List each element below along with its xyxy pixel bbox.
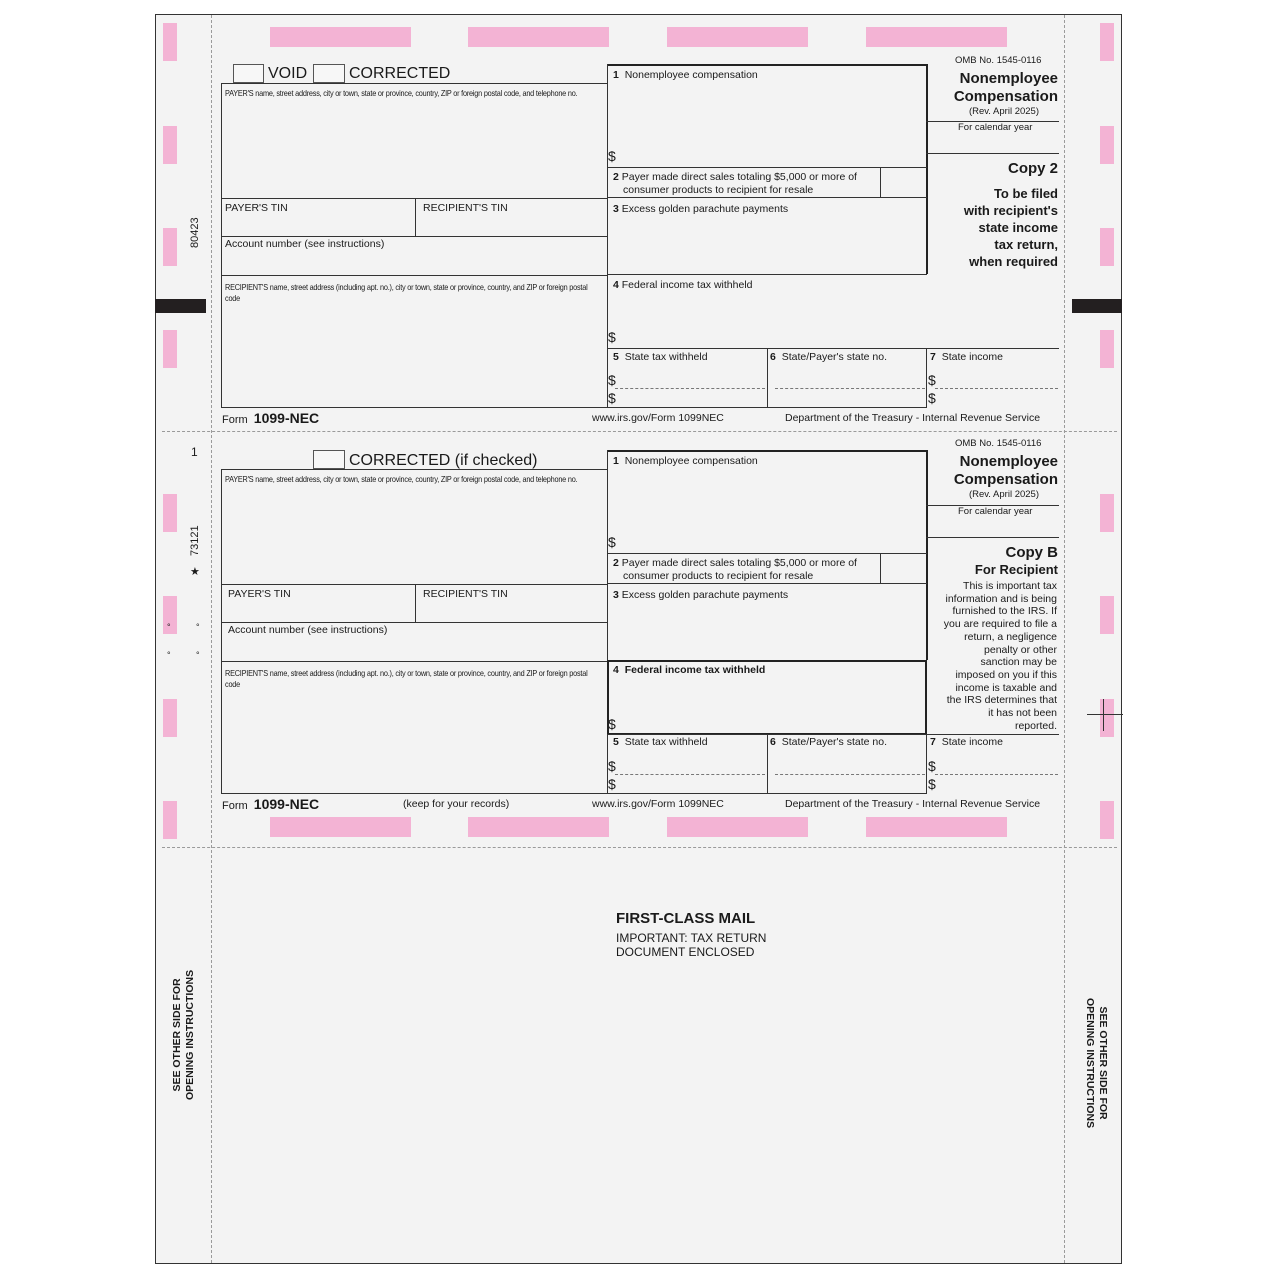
copy-description-line: return, a negligence (964, 630, 1057, 643)
pink-strip (866, 27, 1007, 47)
copy-description-line: the IRS determines that (946, 694, 1057, 707)
box5-dollar: $ (608, 758, 616, 774)
hole-mark: ° (167, 650, 171, 660)
box1-dollar: $ (608, 148, 616, 164)
copy-title: Copy B (1005, 544, 1058, 561)
left-margin-mark (163, 330, 177, 368)
pink-strip (468, 27, 609, 47)
copy-title: Copy 2 (1007, 160, 1058, 177)
copy-description-line: This is important tax (963, 580, 1057, 592)
box7-label: 7 State income (930, 351, 1003, 363)
star-icon: ★ (190, 566, 200, 578)
left-margin-mark (163, 23, 177, 61)
copy-subtitle: For Recipient (974, 562, 1058, 577)
left-perforation (211, 15, 212, 1263)
box4-label: 4 Federal income tax withheld (613, 664, 766, 676)
left-margin-mark (163, 801, 177, 839)
payer-name-field[interactable] (222, 100, 606, 196)
copy-description-line: you are required to file a (943, 618, 1057, 631)
form-footer-label: Form 1099-NEC (222, 410, 320, 426)
form-code-bottom: 73121 (189, 525, 201, 556)
box2-label: 2 Payer made direct sales totaling $5,000 or more of (613, 171, 857, 183)
copy-description-line: sanction may be (980, 656, 1057, 669)
revision-date: (Rev. April 2025) (968, 106, 1039, 117)
right-margin-mark (1100, 126, 1114, 164)
opening-instructions-left: SEE OTHER SIDE FOR OPENING INSTRUCTIONS (171, 969, 196, 1100)
pink-strip (270, 817, 411, 837)
bottom-perforation (162, 847, 1117, 848)
first-class-mail-title: FIRST-CLASS MAIL (616, 910, 756, 927)
box7-dollar: $ (928, 372, 936, 388)
hole-mark: ° (167, 622, 171, 632)
left-margin-mark (163, 126, 177, 164)
box1-label: 1 Nonemployee compensation (613, 455, 758, 467)
copy-description-line: penalty or other (984, 643, 1057, 656)
mailer-notice-line2: DOCUMENT ENCLOSED (616, 945, 755, 959)
account-number-label: Account number (see instructions) (228, 624, 388, 636)
revision-date: (Rev. April 2025) (968, 489, 1039, 500)
pink-strip (468, 817, 609, 837)
copy-description (930, 580, 1057, 732)
right-alignment-mark (1072, 299, 1122, 313)
recipient-tin-label: RECIPIENT'S TIN (423, 202, 508, 214)
copy-description-line: income is taxable and (955, 681, 1057, 694)
copy-description-line: state income (978, 220, 1058, 235)
pink-strip (667, 27, 808, 47)
hole-mark: ° (196, 650, 200, 660)
box4-amount-field[interactable] (620, 294, 920, 344)
box5-dollar: $ (608, 776, 616, 792)
mailer-notice-line1: IMPORTANT: TAX RETURN (616, 931, 767, 945)
right-margin-mark (1100, 494, 1114, 532)
crosshair-mark (1087, 714, 1123, 715)
box7-label: 7 State income (930, 736, 1003, 748)
copy-description-line: with recipient's (963, 203, 1058, 218)
box1-amount-field[interactable] (620, 471, 920, 549)
box2-checkbox[interactable] (882, 555, 925, 582)
box1-amount-field[interactable] (620, 85, 920, 163)
recipient-name-label: RECIPIENT'S name, street address (including apt. no.), city or town, state or province, country, and ZIP or foreign postal code (225, 668, 588, 689)
payer-name-label: PAYER'S name, street address, city or town, state or province, country, ZIP or foreign postal code, and telephone no. (225, 88, 578, 98)
box7-dollar: $ (928, 758, 936, 774)
corrected-label: CORRECTED (if checked) (349, 452, 538, 469)
recipient-name-field[interactable] (222, 696, 606, 791)
account-number-label: Account number (see instructions) (225, 238, 385, 250)
copy-description-line: imposed on you if this (955, 668, 1057, 681)
box1-label: 1 Nonemployee compensation (613, 69, 758, 81)
void-checkbox[interactable] (233, 64, 264, 83)
corrected-checkbox[interactable] (313, 450, 345, 469)
hole-mark: ° (196, 622, 200, 632)
recipient-name-label: RECIPIENT'S name, street address (including apt. no.), city or town, state or province, country, and ZIP or foreign postal code (225, 282, 588, 303)
form-title: Nonemployee Compensation (953, 70, 1058, 105)
corrected-checkbox[interactable] (313, 64, 345, 83)
box6-label: 6 State/Payer's state no. (770, 736, 888, 748)
box4-dollar: $ (608, 716, 616, 732)
void-label: VOID (268, 65, 308, 82)
department-label: Department of the Treasury - Internal Revenue Service (785, 412, 1041, 424)
left-margin-mark (163, 494, 177, 532)
box5-label: 5 State tax withheld (613, 736, 708, 748)
copy-description-line: it has not been (988, 707, 1057, 720)
form-title: Nonemployee Compensation (953, 453, 1058, 488)
keep-records-note: (keep for your records) (403, 798, 510, 810)
box4-dollar: $ (608, 329, 616, 345)
crosshair-mark (1103, 699, 1104, 731)
irs-url: www.irs.gov/Form 1099NEC (592, 798, 724, 810)
copy-description-line: furnished to the IRS. If (952, 605, 1057, 618)
box7-dollar: $ (928, 390, 936, 406)
copy-description (930, 185, 1058, 270)
corrected-label: CORRECTED (349, 65, 451, 82)
calendar-year-label: For calendar year (958, 506, 1033, 517)
right-perforation (1064, 15, 1065, 1263)
pink-strip (667, 817, 808, 837)
box5-dollar: $ (608, 372, 616, 388)
right-margin-mark (1100, 596, 1114, 634)
box7-dollar: $ (928, 776, 936, 792)
copy-description-line: when required (969, 254, 1058, 269)
page-number: 1 (191, 445, 198, 459)
left-margin-mark (163, 228, 177, 266)
copy-description-line: tax return, (994, 237, 1058, 252)
form-footer-label: Form 1099-NEC (222, 796, 320, 812)
right-margin-mark (1100, 228, 1114, 266)
box2-label-line2: consumer products to recipient for resale (623, 184, 814, 196)
left-margin-mark (163, 699, 177, 737)
box3-amount-field[interactable] (620, 218, 920, 270)
pink-strip (270, 27, 411, 47)
copy-description-line: To be filed (993, 186, 1058, 201)
right-margin-mark (1100, 330, 1114, 368)
copy-description-line: information and is being (945, 592, 1057, 605)
copy-description-line: reported. (1014, 719, 1057, 732)
right-margin-mark (1100, 23, 1114, 61)
box1-dollar: $ (608, 534, 616, 550)
calendar-year-label: For calendar year (958, 122, 1033, 133)
box5-dollar: $ (608, 390, 616, 406)
payer-tin-label: PAYER'S TIN (228, 588, 291, 600)
box2-label: 2 Payer made direct sales totaling $5,000 or more of (613, 557, 857, 569)
middle-perforation (162, 431, 1117, 432)
box5-label: 5 State tax withheld (613, 351, 708, 363)
box2-checkbox[interactable] (882, 169, 925, 196)
box6-label: 6 State/Payer's state no. (770, 351, 888, 363)
omb-number: OMB No. 1545-0116 (955, 438, 1042, 449)
recipient-tin-label: RECIPIENT'S TIN (423, 588, 508, 600)
box3-label: 3 Excess golden parachute payments (613, 203, 789, 215)
irs-url: www.irs.gov/Form 1099NEC (592, 412, 724, 424)
recipient-name-field[interactable] (222, 310, 606, 405)
box2-label-line2: consumer products to recipient for resale (623, 570, 814, 582)
department-label: Department of the Treasury - Internal Revenue Service (785, 798, 1041, 810)
payer-name-label: PAYER'S name, street address, city or town, state or province, country, ZIP or foreign postal code, and telephone no. (225, 474, 578, 484)
box4-amount-field[interactable] (620, 680, 920, 730)
box3-label: 3 Excess golden parachute payments (613, 589, 789, 601)
payer-tin-label: PAYER'S TIN (225, 202, 288, 214)
omb-number: OMB No. 1545-0116 (955, 55, 1042, 66)
opening-instructions-right: SEE OTHER SIDE FOR OPENING INSTRUCTIONS (1084, 998, 1109, 1129)
left-alignment-mark (155, 299, 206, 313)
form-code-top: 80423 (189, 217, 201, 248)
pink-strip (866, 817, 1007, 837)
payer-name-field[interactable] (222, 486, 606, 582)
box4-label: 4 Federal income tax withheld (613, 279, 753, 291)
box3-amount-field[interactable] (620, 604, 920, 656)
right-margin-mark (1100, 801, 1114, 839)
